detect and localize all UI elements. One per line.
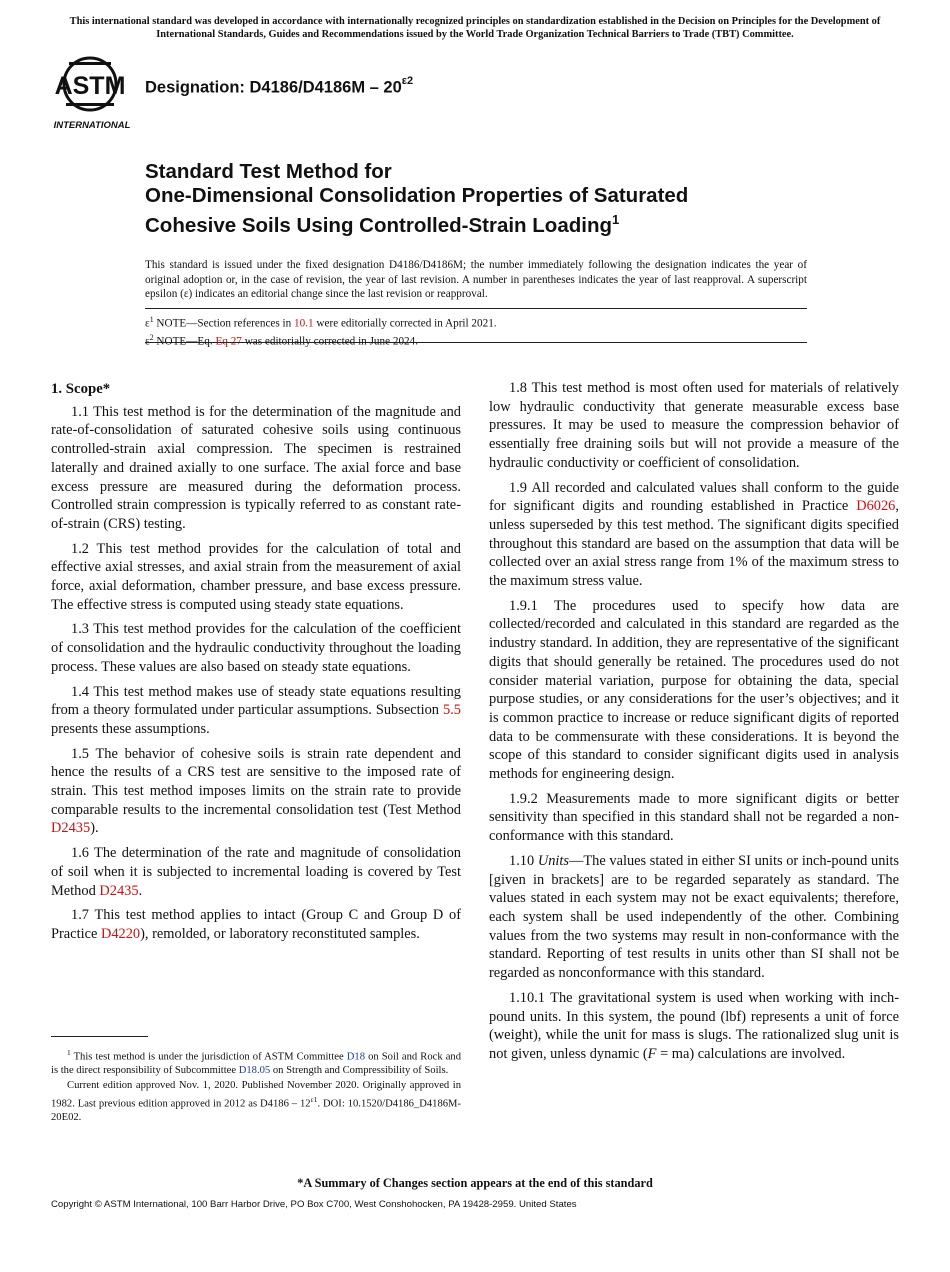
wto-notice: This international standard was developed in accordance with internationally recognized principles on standardization established in the Decision on Principles for the Development of International Standards, Guides and Recommendations issued by the World Trade Organization Technical Barriers to Trade (TBT) Committee.: [69, 16, 881, 40]
paragraph-1-7: 1.7 This test method applies to intact (Group C and Group D of Practice D4220), remolded, or laboratory reconstituted samples.: [51, 907, 461, 942]
notes-top-rule: [145, 308, 807, 309]
footnotes: [51, 1046, 461, 1126]
paragraph-1-9-1: 1.9.1 The procedures used to specify how data are collected/recorded and calculated in this standard are regarded as the industry standard. In addition, they are representative of the significant digits that should generally be retained. The procedures used do not consider material variation, purpose for obtaining the data, special purpose studies, or any considerations for the user’s objectives; and it is common practice to increase or reduce significant digits of reported data to be commensurate with these considerations. It is beyond the scope of this standard to consider significant digits used in analysis methods for engineering design.: [489, 597, 899, 783]
paragraph-1-5: 1.5 The behavior of cohesive soils is strain rate dependent and hence the results of a CRS test are sensitive to the imposed rate of strain. This test method imposes limits on the strain rate to provide comparable results to the incremental consolidation test (Test Method D2435).: [51, 745, 461, 837]
astm-logo: [52, 56, 136, 132]
link-d6026[interactable]: D6026: [856, 498, 896, 515]
title-line-2: One-Dimensional Consolidation Properties of Saturated: [145, 184, 689, 207]
paragraph-1-3: 1.3 This test method provides for the calculation of the coefficient of consolidation and the hydraulic conductivity throughout the loading process. These values are also based on steady state equations.: [51, 621, 461, 675]
section-heading: 1. Scope*: [51, 381, 111, 397]
document-title: [145, 160, 865, 238]
paragraph-1-9-2: 1.9.2 Measurements made to more significant digits or better sensitivity than specified in this standard shall not be regarded a non-conformance with this standard.: [489, 790, 899, 845]
paragraph-1-4: 1.4 This test method makes use of steady state equations resulting from a theory formulated under particular assumptions. Subsection 5.5 presents these assumptions.: [51, 683, 461, 737]
editorial-note-1: $\varepsilon^1$ NOTE—Section references in 10.1 were editorially corrected in April 2021.: [145, 315, 497, 330]
paragraph-1-8: 1.8 This test method is most often used for materials of relatively low hydraulic conductivity that generate measurable excess base pressures. It may be used to measure the compression behavior of essentially free draining soils but will not provide a measure of the hydraulic conductivity or coefficient of consolidation.: [489, 380, 899, 471]
left-column: [51, 380, 461, 950]
notes-bottom-rule: [145, 342, 807, 343]
footnote-rule: [51, 1036, 148, 1037]
editorial-notes: [145, 313, 807, 348]
title-footnote-mark: 1: [612, 212, 620, 227]
astm-logo-graphic: [52, 56, 136, 132]
editorial-note-2: $\varepsilon^2$ NOTE—Eq. Eq 27 was editorially corrected in June 2024.: [145, 332, 419, 348]
link-d2435[interactable]: D2435: [51, 820, 91, 837]
title-line-3: Cohesive Soils Using Controlled-Strain Loading$^1$: [145, 212, 620, 237]
link-d18-05[interactable]: D18.05: [238, 1064, 271, 1076]
paragraph-1-1: 1.1 This test method is for the determination of the magnitude and rate-of-consolidation of saturated cohesive soils using continuous controlled-strain axial compression. The specimen is restrained laterally and drained axially to one surface. The axial force and base excess pressure are measured during the deformation process. Controlled strain compression is typically referred to as constant rate-of-strain (CRS) testing.: [51, 403, 461, 532]
paragraph-1-9: 1.9 All recorded and calculated values shall conform to the guide for significant digits and rounding established in Practice D6026, unless superseded by this test method. The significant digits specified throughout this standard are based on the assumption that data will be collected over an axial stress range from 1% of the maximum stress to the maximum stress value.: [489, 479, 899, 590]
link-d18[interactable]: D18: [346, 1051, 366, 1063]
issued-statement: This standard is issued under the fixed designation D4186/D4186M; the number immediately following the designation indicates the year of original adoption or, in the case of revision, the year of last revision. A number in parentheses indicates the year of last reapproval. A superscript epsilon (ε) indicates an editorial change since the last revision or reapproval.: [145, 259, 807, 300]
footnote-1: $^1$ This test method is under the jurisdiction of ASTM Committee D18 on Soil and Rock and is the direct responsibility of Subcommittee D18.05 on Strength and Compressibility of Soils.: [51, 1048, 461, 1076]
logo-label: INTERNATIONAL: [53, 120, 131, 131]
paragraph-1-10-1: 1.10.1 The gravitational system is used when working with inch-pound units. In this system, the pound (lbf) represents a unit of force (weight), while the unit for mass is slugs. The rationalized slug unit is not given, unless dynamic (F = ma) calculations are involved.: [489, 989, 899, 1062]
link-d2435[interactable]: D2435: [99, 882, 139, 899]
paragraph-1-6: 1.6 The determination of the rate and magnitude of consolidation of soil when it is subjected to incremental loading is covered by Test Method D2435.: [51, 845, 461, 899]
copyright: Copyright © ASTM International, 100 Barr Harbor Drive, PO Box C700, West Conshohocken, PA 19428-2959. United States: [51, 1199, 577, 1210]
link-eq-27[interactable]: Eq 27: [215, 335, 242, 348]
link-subsection-5-5[interactable]: 5.5: [443, 702, 461, 719]
designation-label: Designation: D4186/D4186M – 20: [145, 78, 402, 97]
title-line-1: Standard Test Method for: [145, 160, 392, 183]
right-column: [489, 379, 899, 1070]
designation-superscript: ε2: [401, 75, 414, 87]
link-section-10-1[interactable]: 10.1: [294, 317, 314, 330]
link-d4220[interactable]: D4220: [100, 925, 141, 942]
logo-letters: ASTM: [54, 72, 126, 100]
paragraph-1-10: 1.10 Units—The values stated in either SI units or inch-pound units [given in brackets] are to be regarded separately as standard. The values stated in each system may not be exact equivalents; therefore, each system shall be used independently of the other. Combining values from the two systems may result in non-conformance with the standard. Reporting of test results in units other than SI shall not be regarded as nonconformance with this standard.: [489, 852, 899, 982]
designation: [145, 77, 413, 98]
footnote-edition: Current edition approved Nov. 1, 2020. Published November 2020. Originally approved in 1982. Last previous edition approved in 2012 as $D4186 - 12^{\varepsilon 1}$. DOI: 10.1520/D4186_D4186M-20E02.: [51, 1080, 461, 1123]
paragraph-1-2: 1.2 This test method provides for the calculation of total and effective axial stresses, and axial strain from the measurement of axial force, axial deformation, chamber pressure, and base excess pressure. The effective stress is computed using steady state equations.: [51, 540, 461, 613]
summary-of-changes-note: *A Summary of Changes section appears at the end of this standard: [297, 1176, 653, 1190]
